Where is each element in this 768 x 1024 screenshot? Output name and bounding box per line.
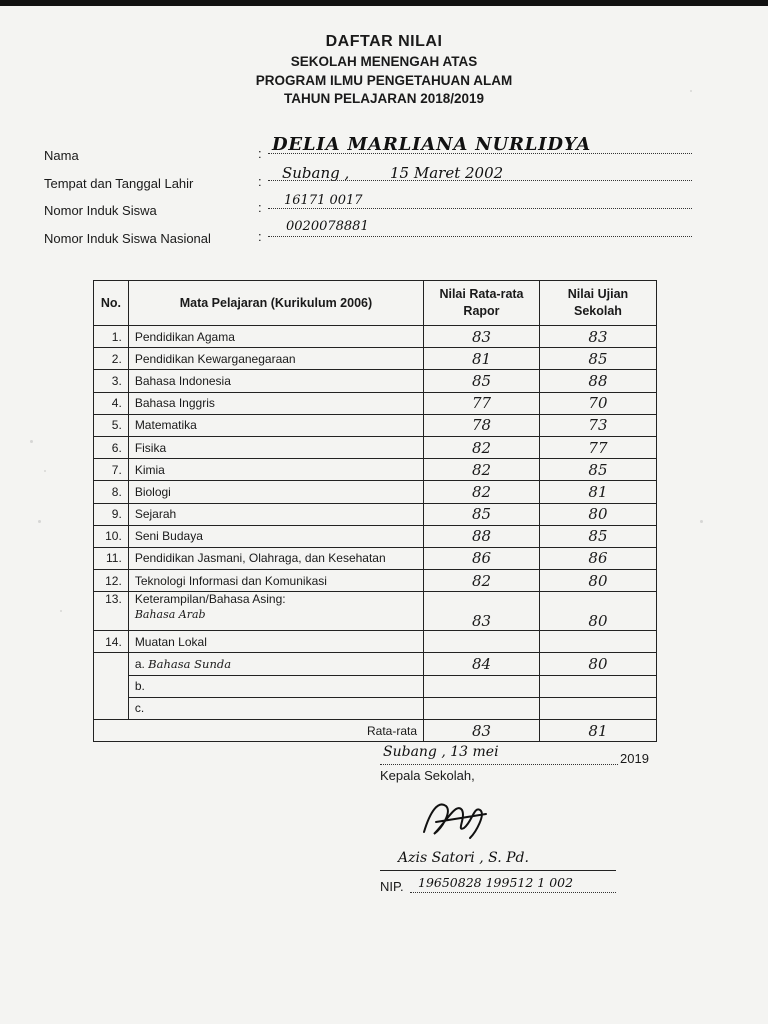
row-subject: Pendidikan Jasmani, Olahraga, dan Kesehatan — [128, 547, 423, 569]
row-ujian — [539, 697, 656, 719]
scan-speck — [700, 520, 703, 523]
nip-label: NIP. — [380, 879, 404, 894]
signature-place-date: Subang , 13 mei — [383, 744, 499, 760]
row-subject — [128, 653, 423, 675]
row-number: 6. — [94, 436, 129, 458]
table-row — [94, 570, 657, 592]
row-rapor — [424, 675, 540, 697]
row-rapor: 81 — [424, 348, 540, 370]
row-ujian: 77 — [539, 436, 656, 458]
row-rapor: 86 — [424, 547, 540, 569]
row-ujian: 80 — [539, 570, 656, 592]
table-row — [94, 326, 657, 348]
table-row — [94, 414, 657, 436]
row-subject: Biologi — [128, 481, 423, 503]
row-number: 3. — [94, 370, 129, 392]
row-subject: c. — [128, 697, 423, 719]
row-number: 9. — [94, 503, 129, 525]
principal-title: Kepala Sekolah, — [380, 768, 475, 783]
scan-top-edge — [0, 0, 768, 6]
row-ujian: 70 — [539, 392, 656, 414]
row-subject — [128, 592, 423, 631]
table-header-row — [94, 281, 657, 326]
average-label: Rata-rata — [94, 720, 424, 742]
row-rapor: 78 — [424, 414, 540, 436]
row-rapor: 83 — [424, 326, 540, 348]
row-ujian: 85 — [539, 525, 656, 547]
row-number: 4. — [94, 392, 129, 414]
table-row — [94, 392, 657, 414]
signature-date-line — [380, 764, 618, 765]
header-ujian: Nilai Ujian Sekolah — [539, 281, 656, 326]
birth-place: Subang , — [282, 164, 350, 182]
row-subject-detail: Bahasa Sunda — [148, 657, 232, 672]
table-row — [94, 459, 657, 481]
nisn-value: 0020078881 — [286, 219, 369, 234]
nisn-colon: : — [258, 229, 262, 244]
row-ujian: 88 — [539, 370, 656, 392]
table-row — [94, 481, 657, 503]
row-rapor: 83 — [424, 592, 540, 631]
nis-dotted-line — [268, 208, 692, 209]
nip-value: 19650828 199512 1 002 — [418, 875, 574, 890]
row-ujian — [539, 675, 656, 697]
table-row — [94, 592, 657, 631]
row-ujian: 85 — [539, 459, 656, 481]
row-rapor: 84 — [424, 653, 540, 675]
average-row — [94, 720, 657, 742]
row-ujian: 80 — [539, 653, 656, 675]
table-row — [94, 547, 657, 569]
scan-speck — [44, 470, 46, 472]
row-subject: Pendidikan Kewarganegaraan — [128, 348, 423, 370]
grades-table — [93, 280, 657, 742]
row-subject: b. — [128, 675, 423, 697]
row-subject: Fisika — [128, 436, 423, 458]
row-rapor — [424, 697, 540, 719]
signature-year: 2019 — [620, 751, 649, 766]
principal-name: Azis Satori , S. Pd. — [398, 850, 529, 866]
table-row — [94, 653, 657, 675]
row-subject: Muatan Lokal — [128, 631, 423, 653]
name-colon: : — [258, 146, 262, 161]
row-ujian — [539, 631, 656, 653]
row-number: 8. — [94, 481, 129, 503]
row-ujian: 80 — [539, 503, 656, 525]
row-ujian: 81 — [539, 481, 656, 503]
principal-name-underline — [380, 870, 616, 871]
table-row — [94, 436, 657, 458]
row-number: 1. — [94, 326, 129, 348]
header-subject: Mata Pelajaran (Kurikulum 2006) — [128, 281, 423, 326]
row-rapor: 82 — [424, 459, 540, 481]
row-number: 7. — [94, 459, 129, 481]
row-rapor — [424, 631, 540, 653]
row-subject: Sejarah — [128, 503, 423, 525]
nip-dotted-line — [410, 892, 616, 893]
row-ujian: 85 — [539, 348, 656, 370]
row-number: 14. — [94, 631, 129, 653]
student-name: DELIA MARLIANA NURLIDYA — [272, 134, 592, 155]
header-no: No. — [94, 281, 129, 326]
row-rapor: 82 — [424, 436, 540, 458]
grades-table-extra — [94, 592, 657, 742]
row-subject: Bahasa Inggris — [128, 392, 423, 414]
row-subject-label: Keterampilan/Bahasa Asing: — [134, 592, 286, 607]
table-row — [94, 525, 657, 547]
nisn-label: Nomor Induk Siswa Nasional — [44, 231, 211, 246]
row-number — [94, 697, 129, 719]
grades-table-body — [94, 326, 657, 592]
school-name: SEKOLAH MENENGAH ATAS — [290, 54, 478, 69]
row-number: 11. — [94, 547, 129, 569]
row-ujian: 86 — [539, 547, 656, 569]
name-dotted-line — [268, 153, 692, 154]
scan-speck — [30, 440, 33, 443]
average-ujian: 81 — [539, 720, 656, 742]
scan-speck — [38, 520, 41, 523]
row-rapor: 85 — [424, 370, 540, 392]
row-number: 13. — [94, 592, 129, 631]
table-row — [94, 370, 657, 392]
row-number: 12. — [94, 570, 129, 592]
table-row — [94, 631, 657, 653]
row-number: 10. — [94, 525, 129, 547]
row-subject: Seni Budaya — [128, 525, 423, 547]
row-rapor: 82 — [424, 570, 540, 592]
row-number — [94, 653, 129, 675]
table-row — [94, 348, 657, 370]
table-row — [94, 697, 657, 719]
table-row — [94, 675, 657, 697]
row-rapor: 85 — [424, 503, 540, 525]
academic-year: TAHUN PELAJARAN 2018/2019 — [283, 91, 485, 106]
name-label: Nama — [44, 148, 79, 163]
row-ujian: 83 — [539, 326, 656, 348]
row-subject: Teknologi Informasi dan Komunikasi — [128, 570, 423, 592]
average-rapor: 83 — [424, 720, 540, 742]
table-row — [94, 503, 657, 525]
header-rapor: Nilai Rata-rata Rapor — [424, 281, 540, 326]
row-subject: Bahasa Indonesia — [128, 370, 423, 392]
row-subject-detail: Bahasa Arab — [134, 608, 206, 622]
nisn-dotted-line — [268, 236, 692, 237]
nis-colon: : — [258, 200, 262, 215]
birth-dotted-line — [268, 180, 692, 181]
row-ujian: 73 — [539, 414, 656, 436]
birth-label: Tempat dan Tanggal Lahir — [44, 176, 194, 191]
row-rapor: 82 — [424, 481, 540, 503]
nis-label: Nomor Induk Siswa — [44, 203, 157, 218]
document-title: DAFTAR NILAI — [325, 33, 443, 50]
row-rapor: 88 — [424, 525, 540, 547]
birth-date: 15 Maret 2002 — [390, 164, 504, 182]
birth-colon: : — [258, 174, 262, 189]
scan-speck — [60, 610, 62, 612]
row-subject: Kimia — [128, 459, 423, 481]
nis-value: 16171 0017 — [284, 193, 363, 208]
row-subject: Pendidikan Agama — [128, 326, 423, 348]
row-number — [94, 675, 129, 697]
row-number: 5. — [94, 414, 129, 436]
row-ujian: 80 — [539, 592, 656, 631]
program-name: PROGRAM ILMU PENGETAHUAN ALAM — [255, 73, 513, 88]
row-rapor: 77 — [424, 392, 540, 414]
handwritten-signature — [416, 792, 496, 844]
row-subject: Matematika — [128, 414, 423, 436]
row-number: 2. — [94, 348, 129, 370]
row-prefix: a. — [134, 657, 145, 672]
